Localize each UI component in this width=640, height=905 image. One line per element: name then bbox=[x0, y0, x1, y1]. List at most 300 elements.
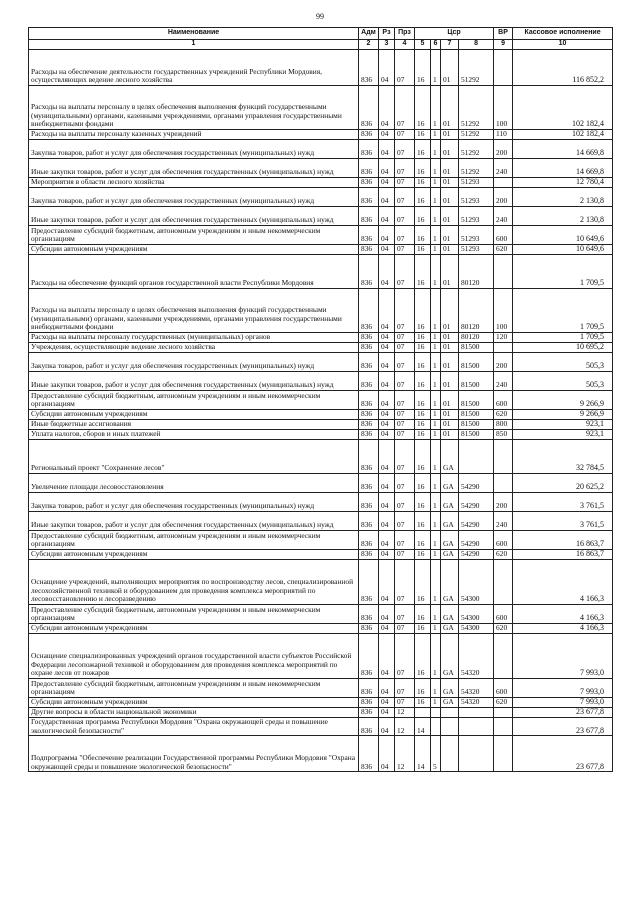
row-csr-event: 01 bbox=[441, 343, 459, 353]
row-csr-code: 80120 bbox=[459, 333, 494, 343]
row-prz: 07 bbox=[395, 333, 415, 343]
row-csr-code: 54300 bbox=[459, 605, 494, 624]
row-csr-code: 51293 bbox=[459, 188, 494, 207]
row-csr-subprogram: 1 bbox=[431, 353, 441, 372]
row-prz: 07 bbox=[395, 493, 415, 512]
row-amount: 2 130,8 bbox=[513, 207, 613, 226]
row-name: Иные закупки товаров, работ и услуг для обеспечения государственных (муниципальных) нужд bbox=[29, 372, 359, 391]
row-csr-code: 81500 bbox=[459, 391, 494, 410]
page-number: 99 bbox=[316, 12, 324, 21]
row-vr: 100 bbox=[494, 289, 513, 333]
row-csr-subprogram: 1 bbox=[431, 430, 441, 440]
row-prz: 12 bbox=[395, 736, 415, 772]
row-rz: 04 bbox=[379, 679, 395, 698]
row-prz: 07 bbox=[395, 550, 415, 560]
row-csr-subprogram: 1 bbox=[431, 624, 441, 634]
row-csr-code: 54290 bbox=[459, 550, 494, 560]
table-row bbox=[29, 391, 613, 410]
row-amount: 32 784,5 bbox=[513, 440, 613, 474]
row-adm: 836 bbox=[359, 391, 379, 410]
row-csr-program: 16 bbox=[415, 140, 431, 159]
row-adm: 836 bbox=[359, 410, 379, 420]
row-amount: 10 695,2 bbox=[513, 343, 613, 353]
row-csr-program: 16 bbox=[415, 512, 431, 531]
row-csr-program: 16 bbox=[415, 289, 431, 333]
row-rz: 04 bbox=[379, 140, 395, 159]
row-adm: 836 bbox=[359, 430, 379, 440]
table-row bbox=[29, 624, 613, 634]
row-csr-code: 54300 bbox=[459, 560, 494, 605]
col-prz-header: Прз bbox=[395, 28, 415, 40]
row-vr: 200 bbox=[494, 140, 513, 159]
row-prz: 07 bbox=[395, 86, 415, 130]
row-adm: 836 bbox=[359, 178, 379, 188]
row-csr-event: GA bbox=[441, 474, 459, 493]
row-vr bbox=[494, 474, 513, 493]
row-csr-event: 01 bbox=[441, 50, 459, 86]
row-name: Оснащение специализированных учреждений органов государственной власти субъектов Российской Федерации лесопожарной техникой и оборудованием для проведения комплекса мероприятий по охране лесов от пожаров bbox=[29, 634, 359, 679]
col-number: 3 bbox=[379, 40, 395, 50]
row-csr-program: 16 bbox=[415, 698, 431, 708]
row-csr-program: 16 bbox=[415, 679, 431, 698]
row-rz: 04 bbox=[379, 353, 395, 372]
row-amount: 9 266,9 bbox=[513, 391, 613, 410]
row-name: Подпрограмма "Обеспечение реализации Государственной программы Республики Мордовия "Охрана окружающей среды и повышение экологической безопасности" bbox=[29, 736, 359, 772]
row-csr-subprogram: 1 bbox=[431, 410, 441, 420]
row-rz: 04 bbox=[379, 410, 395, 420]
row-rz: 04 bbox=[379, 159, 395, 178]
row-prz: 07 bbox=[395, 226, 415, 245]
row-vr bbox=[494, 343, 513, 353]
table-row bbox=[29, 372, 613, 391]
col-number: 7 bbox=[441, 40, 459, 50]
row-name: Мероприятия в области лесного хозяйства bbox=[29, 178, 359, 188]
col-number: 5 bbox=[415, 40, 431, 50]
row-csr-subprogram: 1 bbox=[431, 188, 441, 207]
row-adm: 836 bbox=[359, 736, 379, 772]
row-csr-subprogram: 1 bbox=[431, 605, 441, 624]
row-name: Расходы на выплаты персоналу в целях обеспечения выполнения функций государственными (муниципальными) органами, казенными учреждениями, органами управления государственными внебюджетными фондами bbox=[29, 86, 359, 130]
row-rz: 04 bbox=[379, 474, 395, 493]
row-csr-event: 01 bbox=[441, 86, 459, 130]
row-csr-subprogram: 1 bbox=[431, 289, 441, 333]
row-amount: 505,3 bbox=[513, 353, 613, 372]
table-row bbox=[29, 420, 613, 430]
row-csr-code bbox=[459, 718, 494, 736]
row-csr-subprogram: 1 bbox=[431, 474, 441, 493]
row-csr-code: 80120 bbox=[459, 289, 494, 333]
row-csr-code: 81500 bbox=[459, 420, 494, 430]
table-row bbox=[29, 245, 613, 255]
col-csr-header: Цср bbox=[415, 28, 494, 40]
row-rz: 04 bbox=[379, 550, 395, 560]
row-csr-program: 16 bbox=[415, 634, 431, 679]
row-csr-code: 51292 bbox=[459, 130, 494, 140]
row-csr-subprogram: 1 bbox=[431, 255, 441, 289]
table-row bbox=[29, 353, 613, 372]
row-name: Закупка товаров, работ и услуг для обеспечения государственных (муниципальных) нужд bbox=[29, 140, 359, 159]
row-rz: 04 bbox=[379, 634, 395, 679]
row-csr-event: 01 bbox=[441, 255, 459, 289]
row-rz: 04 bbox=[379, 255, 395, 289]
row-adm: 836 bbox=[359, 289, 379, 333]
row-csr-code: 51293 bbox=[459, 226, 494, 245]
row-adm: 836 bbox=[359, 50, 379, 86]
row-csr-event: 01 bbox=[441, 289, 459, 333]
row-prz: 07 bbox=[395, 512, 415, 531]
col-vr-header: ВР bbox=[494, 28, 513, 40]
row-amount: 7 993,0 bbox=[513, 679, 613, 698]
row-csr-subprogram: 1 bbox=[431, 679, 441, 698]
row-csr-program: 16 bbox=[415, 343, 431, 353]
row-csr-subprogram: 1 bbox=[431, 130, 441, 140]
row-csr-program: 16 bbox=[415, 391, 431, 410]
column-numbers-row bbox=[29, 40, 613, 50]
row-rz: 04 bbox=[379, 130, 395, 140]
row-name: Увеличение площади лесовосстановления bbox=[29, 474, 359, 493]
row-amount: 4 166,3 bbox=[513, 605, 613, 624]
row-name: Иные закупки товаров, работ и услуг для обеспечения государственных (муниципальных) нужд bbox=[29, 207, 359, 226]
row-csr-event: 01 bbox=[441, 140, 459, 159]
row-name: Предоставление субсидий бюджетным, автономным учреждениям и иным некоммерческим организациям bbox=[29, 679, 359, 698]
row-adm: 836 bbox=[359, 420, 379, 430]
table-row bbox=[29, 178, 613, 188]
row-prz: 07 bbox=[395, 159, 415, 178]
row-name: Иные закупки товаров, работ и услуг для обеспечения государственных (муниципальных) нужд bbox=[29, 159, 359, 178]
row-csr-program: 16 bbox=[415, 420, 431, 430]
row-vr: 200 bbox=[494, 188, 513, 207]
row-prz: 12 bbox=[395, 708, 415, 718]
row-csr-program: 16 bbox=[415, 130, 431, 140]
row-name: Уплата налогов, сборов и иных платежей bbox=[29, 430, 359, 440]
row-csr-program: 14 bbox=[415, 718, 431, 736]
row-csr-subprogram: 1 bbox=[431, 333, 441, 343]
row-amount: 4 166,3 bbox=[513, 624, 613, 634]
table-row bbox=[29, 550, 613, 560]
row-amount: 102 182,4 bbox=[513, 130, 613, 140]
table-row bbox=[29, 708, 613, 718]
table-row bbox=[29, 531, 613, 550]
row-name: Расходы на выплаты персоналу в целях обеспечения выполнения функций государственными (муниципальными) органами, казенными учреждениями, органами управления государственными внебюджетными фондами bbox=[29, 289, 359, 333]
col-number: 1 bbox=[29, 40, 359, 50]
row-csr-event: GA bbox=[441, 550, 459, 560]
row-prz: 07 bbox=[395, 255, 415, 289]
row-prz: 07 bbox=[395, 698, 415, 708]
row-adm: 836 bbox=[359, 550, 379, 560]
row-csr-program: 16 bbox=[415, 188, 431, 207]
row-name: Субсидии автономным учреждениям bbox=[29, 698, 359, 708]
col-number: 4 bbox=[395, 40, 415, 50]
col-name-header: Наименование bbox=[29, 28, 359, 40]
row-csr-code: 51293 bbox=[459, 178, 494, 188]
row-rz: 04 bbox=[379, 560, 395, 605]
row-csr-event: 01 bbox=[441, 226, 459, 245]
table-row bbox=[29, 410, 613, 420]
header-row bbox=[29, 28, 613, 40]
row-csr-program: 16 bbox=[415, 372, 431, 391]
table-row bbox=[29, 718, 613, 736]
row-prz: 07 bbox=[395, 207, 415, 226]
row-amount: 1 709,5 bbox=[513, 333, 613, 343]
row-csr-subprogram: 1 bbox=[431, 372, 441, 391]
row-csr-code: 54300 bbox=[459, 624, 494, 634]
row-rz: 04 bbox=[379, 624, 395, 634]
row-prz: 07 bbox=[395, 624, 415, 634]
row-csr-event: 01 bbox=[441, 333, 459, 343]
row-prz: 07 bbox=[395, 605, 415, 624]
row-csr-event: 01 bbox=[441, 245, 459, 255]
row-amount: 505,3 bbox=[513, 372, 613, 391]
table-row bbox=[29, 255, 613, 289]
row-rz: 04 bbox=[379, 531, 395, 550]
row-adm: 836 bbox=[359, 512, 379, 531]
row-rz: 04 bbox=[379, 736, 395, 772]
col-number: 2 bbox=[359, 40, 379, 50]
row-csr-subprogram: 1 bbox=[431, 50, 441, 86]
table-row bbox=[29, 440, 613, 474]
row-csr-code: 51292 bbox=[459, 140, 494, 159]
row-csr-event bbox=[441, 708, 459, 718]
row-csr-subprogram: 1 bbox=[431, 512, 441, 531]
row-prz: 07 bbox=[395, 634, 415, 679]
row-vr: 110 bbox=[494, 130, 513, 140]
row-csr-subprogram: 1 bbox=[431, 226, 441, 245]
row-adm: 836 bbox=[359, 226, 379, 245]
row-csr-event: GA bbox=[441, 679, 459, 698]
row-vr: 240 bbox=[494, 512, 513, 531]
row-prz: 07 bbox=[395, 343, 415, 353]
col-number: 10 bbox=[513, 40, 613, 50]
table-row bbox=[29, 86, 613, 130]
row-csr-subprogram: 1 bbox=[431, 159, 441, 178]
row-amount: 14 669,8 bbox=[513, 140, 613, 159]
row-name: Субсидии автономным учреждениям bbox=[29, 245, 359, 255]
row-prz: 07 bbox=[395, 430, 415, 440]
row-csr-program: 16 bbox=[415, 624, 431, 634]
row-amount: 10 649,6 bbox=[513, 245, 613, 255]
row-csr-subprogram: 1 bbox=[431, 698, 441, 708]
row-csr-code: 51292 bbox=[459, 159, 494, 178]
row-rz: 04 bbox=[379, 372, 395, 391]
row-adm: 836 bbox=[359, 493, 379, 512]
row-name: Иные бюджетные ассигнования bbox=[29, 420, 359, 430]
row-rz: 04 bbox=[379, 343, 395, 353]
row-rz: 04 bbox=[379, 430, 395, 440]
row-prz: 07 bbox=[395, 372, 415, 391]
row-csr-subprogram: 1 bbox=[431, 634, 441, 679]
row-vr: 600 bbox=[494, 531, 513, 550]
table-row bbox=[29, 605, 613, 624]
row-vr: 600 bbox=[494, 605, 513, 624]
row-amount: 20 625,2 bbox=[513, 474, 613, 493]
row-vr bbox=[494, 736, 513, 772]
row-amount: 102 182,4 bbox=[513, 86, 613, 130]
row-name: Предоставление субсидий бюджетным, автономным учреждениям и иным некоммерческим организациям bbox=[29, 226, 359, 245]
row-adm: 836 bbox=[359, 86, 379, 130]
row-rz: 04 bbox=[379, 226, 395, 245]
row-amount: 7 993,0 bbox=[513, 698, 613, 708]
row-csr-code: 54320 bbox=[459, 698, 494, 708]
row-prz: 07 bbox=[395, 178, 415, 188]
row-vr: 200 bbox=[494, 493, 513, 512]
row-name: Субсидии автономным учреждениям bbox=[29, 550, 359, 560]
table-row bbox=[29, 343, 613, 353]
table-row bbox=[29, 698, 613, 708]
row-vr: 620 bbox=[494, 698, 513, 708]
row-csr-event bbox=[441, 736, 459, 772]
row-adm: 836 bbox=[359, 474, 379, 493]
row-rz: 04 bbox=[379, 178, 395, 188]
row-vr: 850 bbox=[494, 430, 513, 440]
table-row bbox=[29, 140, 613, 159]
row-adm: 836 bbox=[359, 718, 379, 736]
row-name: Субсидии автономным учреждениям bbox=[29, 410, 359, 420]
row-amount: 3 761,5 bbox=[513, 512, 613, 531]
row-rz: 04 bbox=[379, 698, 395, 708]
row-csr-event: 01 bbox=[441, 353, 459, 372]
row-rz: 04 bbox=[379, 289, 395, 333]
row-csr-event: GA bbox=[441, 698, 459, 708]
row-amount: 16 863,7 bbox=[513, 550, 613, 560]
row-csr-program: 16 bbox=[415, 245, 431, 255]
row-adm: 836 bbox=[359, 531, 379, 550]
row-rz: 04 bbox=[379, 605, 395, 624]
row-adm: 836 bbox=[359, 560, 379, 605]
row-rz: 04 bbox=[379, 718, 395, 736]
row-csr-code: 81500 bbox=[459, 343, 494, 353]
row-csr-event: 01 bbox=[441, 207, 459, 226]
row-csr-event: GA bbox=[441, 531, 459, 550]
row-adm: 836 bbox=[359, 624, 379, 634]
row-csr-event: 01 bbox=[441, 410, 459, 420]
row-rz: 04 bbox=[379, 493, 395, 512]
row-vr bbox=[494, 708, 513, 718]
row-adm: 836 bbox=[359, 698, 379, 708]
table-row bbox=[29, 188, 613, 207]
row-name: Расходы на выплаты персоналу казенных учреждений bbox=[29, 130, 359, 140]
row-csr-program: 16 bbox=[415, 474, 431, 493]
table-row bbox=[29, 560, 613, 605]
row-name: Субсидии автономным учреждениям bbox=[29, 624, 359, 634]
row-vr: 240 bbox=[494, 372, 513, 391]
row-csr-program: 16 bbox=[415, 531, 431, 550]
row-csr-code: 54290 bbox=[459, 531, 494, 550]
row-amount: 9 266,9 bbox=[513, 410, 613, 420]
row-csr-code: 54290 bbox=[459, 512, 494, 531]
row-prz: 07 bbox=[395, 679, 415, 698]
row-adm: 836 bbox=[359, 255, 379, 289]
row-csr-event: 01 bbox=[441, 159, 459, 178]
row-prz: 07 bbox=[395, 140, 415, 159]
row-csr-code: 51292 bbox=[459, 86, 494, 130]
row-csr-subprogram bbox=[431, 708, 441, 718]
row-csr-subprogram: 1 bbox=[431, 140, 441, 159]
row-vr: 620 bbox=[494, 550, 513, 560]
row-csr-code: 81500 bbox=[459, 372, 494, 391]
row-rz: 04 bbox=[379, 391, 395, 410]
row-adm: 836 bbox=[359, 188, 379, 207]
row-amount: 23 677,8 bbox=[513, 708, 613, 718]
row-csr-program: 16 bbox=[415, 353, 431, 372]
row-csr-program: 16 bbox=[415, 493, 431, 512]
row-csr-code: 51292 bbox=[459, 50, 494, 86]
row-csr-subprogram: 1 bbox=[431, 420, 441, 430]
row-vr: 620 bbox=[494, 624, 513, 634]
row-rz: 04 bbox=[379, 512, 395, 531]
row-csr-event: 01 bbox=[441, 372, 459, 391]
row-csr-code: 81500 bbox=[459, 410, 494, 420]
row-csr-event: GA bbox=[441, 493, 459, 512]
col-rz-header: Рз bbox=[379, 28, 395, 40]
row-vr: 200 bbox=[494, 353, 513, 372]
row-name: Закупка товаров, работ и услуг для обеспечения государственных (муниципальных) нужд bbox=[29, 353, 359, 372]
row-prz: 07 bbox=[395, 245, 415, 255]
row-csr-event: GA bbox=[441, 634, 459, 679]
row-csr-program: 16 bbox=[415, 410, 431, 420]
row-amount: 23 677,8 bbox=[513, 718, 613, 736]
row-amount: 10 649,6 bbox=[513, 226, 613, 245]
row-csr-program: 16 bbox=[415, 207, 431, 226]
row-prz: 07 bbox=[395, 410, 415, 420]
row-csr-code: 81500 bbox=[459, 430, 494, 440]
row-prz: 07 bbox=[395, 531, 415, 550]
row-amount: 1 709,5 bbox=[513, 255, 613, 289]
row-csr-program: 16 bbox=[415, 159, 431, 178]
row-vr: 600 bbox=[494, 226, 513, 245]
row-prz: 07 bbox=[395, 289, 415, 333]
col-number: 9 bbox=[494, 40, 513, 50]
row-vr bbox=[494, 634, 513, 679]
row-amount: 923,1 bbox=[513, 420, 613, 430]
row-prz: 07 bbox=[395, 188, 415, 207]
row-csr-program: 16 bbox=[415, 226, 431, 245]
row-csr-code: 54320 bbox=[459, 679, 494, 698]
row-name: Учреждения, осуществляющие ведение лесного хозяйства bbox=[29, 343, 359, 353]
table-row bbox=[29, 130, 613, 140]
row-name: Расходы на обеспечение деятельности государственных учреждений Республики Мордовия, осуществляющих ведение лесного хозяйства bbox=[29, 50, 359, 86]
row-name: Предоставление субсидий бюджетным, автономным учреждениям и иным некоммерческим организациям bbox=[29, 391, 359, 410]
row-rz: 04 bbox=[379, 188, 395, 207]
row-csr-code: 80120 bbox=[459, 255, 494, 289]
row-csr-subprogram: 1 bbox=[431, 343, 441, 353]
row-csr-program: 16 bbox=[415, 550, 431, 560]
row-csr-event bbox=[441, 718, 459, 736]
row-vr: 620 bbox=[494, 410, 513, 420]
row-vr: 120 bbox=[494, 333, 513, 343]
row-amount: 7 993,0 bbox=[513, 634, 613, 679]
row-adm: 836 bbox=[359, 207, 379, 226]
table-row bbox=[29, 512, 613, 531]
row-amount: 3 761,5 bbox=[513, 493, 613, 512]
row-csr-subprogram: 1 bbox=[431, 207, 441, 226]
row-amount: 16 863,7 bbox=[513, 531, 613, 550]
row-adm: 836 bbox=[359, 140, 379, 159]
row-vr bbox=[494, 718, 513, 736]
row-name: Закупка товаров, работ и услуг для обеспечения государственных (муниципальных) нужд bbox=[29, 493, 359, 512]
row-prz: 07 bbox=[395, 391, 415, 410]
row-csr-event: GA bbox=[441, 605, 459, 624]
row-rz: 04 bbox=[379, 440, 395, 474]
row-csr-subprogram: 1 bbox=[431, 560, 441, 605]
row-vr bbox=[494, 178, 513, 188]
row-csr-code: 54290 bbox=[459, 474, 494, 493]
row-csr-program: 16 bbox=[415, 440, 431, 474]
row-csr-subprogram: 1 bbox=[431, 178, 441, 188]
row-amount: 923,1 bbox=[513, 430, 613, 440]
row-csr-program: 16 bbox=[415, 560, 431, 605]
row-csr-code bbox=[459, 708, 494, 718]
row-name: Закупка товаров, работ и услуг для обеспечения государственных (муниципальных) нужд bbox=[29, 188, 359, 207]
